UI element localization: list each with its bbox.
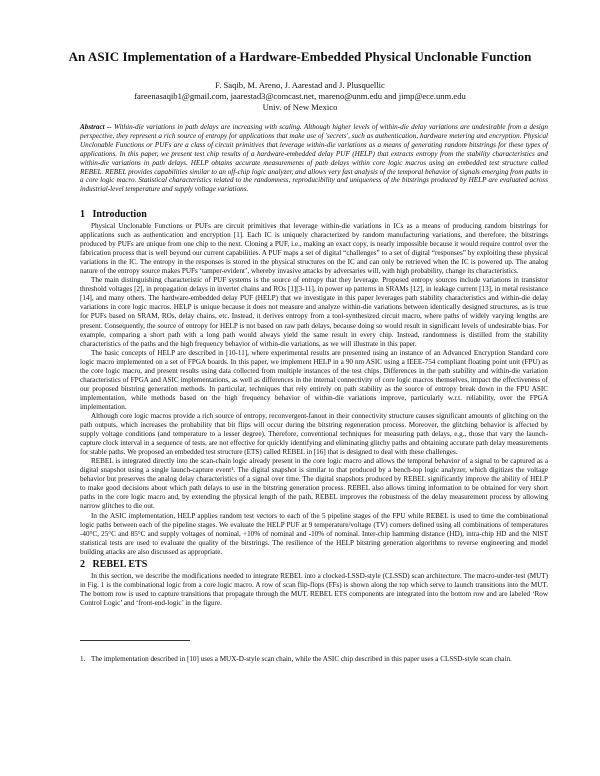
paragraph: In the ASIC implementation, HELP applies random test vectors to each of the 5 pipeline stages of the FPU while REBEL is used to time the combinational logic paths between each of the pipeline stages. We evaluate the HELP PUF at 9 temperature/voltage (TV) corners defined using all combinations of temperatures -40°C, 25°C and 85°C and supply voltages of nominal, +10% of nominal and -10% of nominal. Inter-chip hamming distance (HD), intra-chip HD and the NIST statistical tests are used to evaluate the quality of the bitstrings. The resilience of the HELP bitstring generation algorithms to reverse engineering and model building attacks are also discussed as appropriate. xyxy=(80,511,548,556)
paragraph: Although core logic macros provide a rich source of entropy, reconvergent-fanout in their connectivity structure causes significant amounts of glitching on the path outputs, which increases the probability that bit flips will occur during the bitstring regeneration process. Moreover, the glitching behavior is affected by supply voltage conditions (and temperature to a lesser degree). Therefore, conventional techniques for measuring path delays, e.g., those that vary the launch-capture clock interval in a sequence of tests, are not effective for quickly identifying and eliminating glitchy paths and obtaining accurate path delay measurements for stable paths. We proposed an embedded test structure (ETS) called REBEL in [16] that is designed to deal with these challenges. xyxy=(80,411,548,457)
section-number: 1 xyxy=(80,209,85,220)
abstract-text: Within-die variations in path delays are increasing with scaling. Although higher levels of within-die delay variations are undesirable from a design perspective, they represent a rich source of entropy for applications that make use of 'secrets', such as authentication, hardware metering and encryption. Physical Unclonable Functions or PUFs are a class of circuit primitives that leverage within-die variations as a means of generating random bitstrings for these types of applications. In this paper, we present test chip results of a hardware-embedded delay PUF (HELP) that extracts entropy from the stability characteristics and within-die variations in path delays. HELP obtains accurate measurements of path delays within core logic macros using an embedded test structure called REBEL. REBEL provides capabilities similar to an off-chip logic analyzer, and allows very fast analysis of the temporal behavior of signals emerging from paths in a core logic macro. Statistical characteristics related to the randomness, reproducibility and uniqueness of the bitstrings produced by HELP are evaluated across industrial-level temperature and supply voltage variations. xyxy=(80,123,548,194)
section-title: REBEL ETS xyxy=(92,559,148,570)
section-body-rebel-ets xyxy=(80,572,548,608)
footnote-divider xyxy=(80,640,190,641)
section-body-introduction xyxy=(80,222,548,557)
paragraph: The main distinguishing characteristic of PUF systems is the source of entropy that they leverage. Proposed entropy sources include variations in transistor threshold voltages [2], in propagation delays in inverter chains and ROs [1][3-11], in power up patterns in SRAMs [12], in leakage current [13], in metal resistance [14], and many others. The hardware-embedded delay PUF (HELP) that we investigate in this paper leverages path stability characteristics and within-die delay variations in core logic macros. HELP is unique because it does not measure and analyze within-die variations between identically designed structures, as is true for PUFs based on SRAM, ROs, delay chains, etc. Instead, it derives entropy from a tool-synthesized circuit macro, where paths of widely varying lengths are present. Consequently, the source of entropy for HELP is not based on raw path delays, because doing so would result in significant levels of undesirable bias. For example, comparing a short path with a long path would always yield the same result in every chip. Instead, randomness is distilled from the stability characteristics of the paths and the high frequency behavior of within-die variations, as we will illustrate in this paper. xyxy=(80,276,548,348)
footnote-number: 1. xyxy=(80,655,86,663)
affiliation: Univ. of New Mexico xyxy=(262,102,338,112)
section-heading-introduction xyxy=(80,209,147,220)
paper-title: An ASIC Implementation of a Hardware-Embedded Physical Unclonable Function xyxy=(68,49,532,64)
footnote xyxy=(80,654,548,664)
section-title: Introduction xyxy=(92,209,147,220)
section-heading-rebel-ets xyxy=(80,559,147,570)
abstract-label: Abstract -- xyxy=(80,123,112,131)
paragraph: REBEL is integrated directly into the scan-chain logic already present in the core logic macro and allows the temporal behavior of a signal to be captured as a digital snapshot using a single launch-capture event¹. The digital snapshot is similar to that produced by a bench-top logic analyzer, which digitizes the voltage behavior but preserves the analog delay characteristics of a signal over time. The digital snapshots produced by REBEL significantly improve the ability of HELP to make good decisions about which path delays to use in the bitstring generation process. REBEL also allows timing information to be obtained for very short paths in the core logic macro and, by extending the physical length of the path, REBEL improves the robustness of the delay measurement process by allowing narrow glitches to die out. xyxy=(80,457,548,511)
abstract xyxy=(80,123,548,194)
author-emails: fareenasaqib1@gmail.com, jaarestad3@comcast.net, mareno@unm.edu and jimp@ece.unm.edu xyxy=(134,91,466,101)
paragraph: The basic concepts of HELP are described in [10-11], where experimental results are presented using an instance of an Advanced Encryption Standard core logic macro implemented on a set of FPGA boards. In this paper, we implement HELP in a 90 nm ASIC using a IEEE-754 compliant floating point unit (FPU) as the core logic macro, and present results using data collected from multiple instances of the test chips. Differences in the path stability and within-die variation characteristics of FPGA and ASIC implementations, as well as differences in the internal connectivity of core logic macros themselves, impact the effectiveness of our proposed bitstring generation methods. In particular, techniques that rely entirely on path stability as the source of entropy break down in the FPU ASIC implementation, while methods based on the high frequency behavior of within-die variations improve, particularly w.r.t. reliability, over the FPGA implementation. xyxy=(80,348,548,411)
paragraph: In this section, we describe the modifications needed to integrate REBEL into a clocked-LSSD-style (CLSSD) scan architecture. The macro-under-test (MUT) in Fig. 1 is the combinational logic from a core logic macro. A row of scan flip-flops (FFs) is shown along the top which serve to launch transitions into the MUT. The bottom row is used to capture transitions that propagate through the MUT. REBEL ETS components are integrated into the bottom row and are labeled ‘Row Control Logic’ and ‘front-end-logic’ in the figure. xyxy=(80,572,548,608)
section-number: 2 xyxy=(80,559,85,570)
author-list: F. Saqib, M. Areno, J. Aarestad and J. Plusquellic xyxy=(215,80,385,90)
footnote-text: The implementation described in [10] uses a MUX-D-style scan chain, while the ASIC chip described in this paper uses a CLSSD-style scan chain. xyxy=(91,655,512,663)
paragraph: Physical Unclonable Functions or PUFs are circuit primitives that leverage within-die variations in ICs as a means of producing random bitstrings for applications such as authentication and encryption [1]. Each IC is uniquely characterized by random manufacturing variations, and therefore, the bitstrings produced by PUFs are unique from one chip to the next. Cloning a PUF, i.e., making an exact copy, is nearly impossible because it would require control over the fabrication process that is well beyond our current capabilities. A PUF maps a set of digital “challenges” to a set of digital “responses” by exploiting these physical variations in the IC. The entropy in the responses is stored in the physical structures on the IC and can only be retrieved when the IC is powered up. The analog nature of the entropy source makes PUFs ‘tamper-evident’, whereby invasive attacks by adversaries will, with high probability, change its characteristics. xyxy=(80,222,548,276)
